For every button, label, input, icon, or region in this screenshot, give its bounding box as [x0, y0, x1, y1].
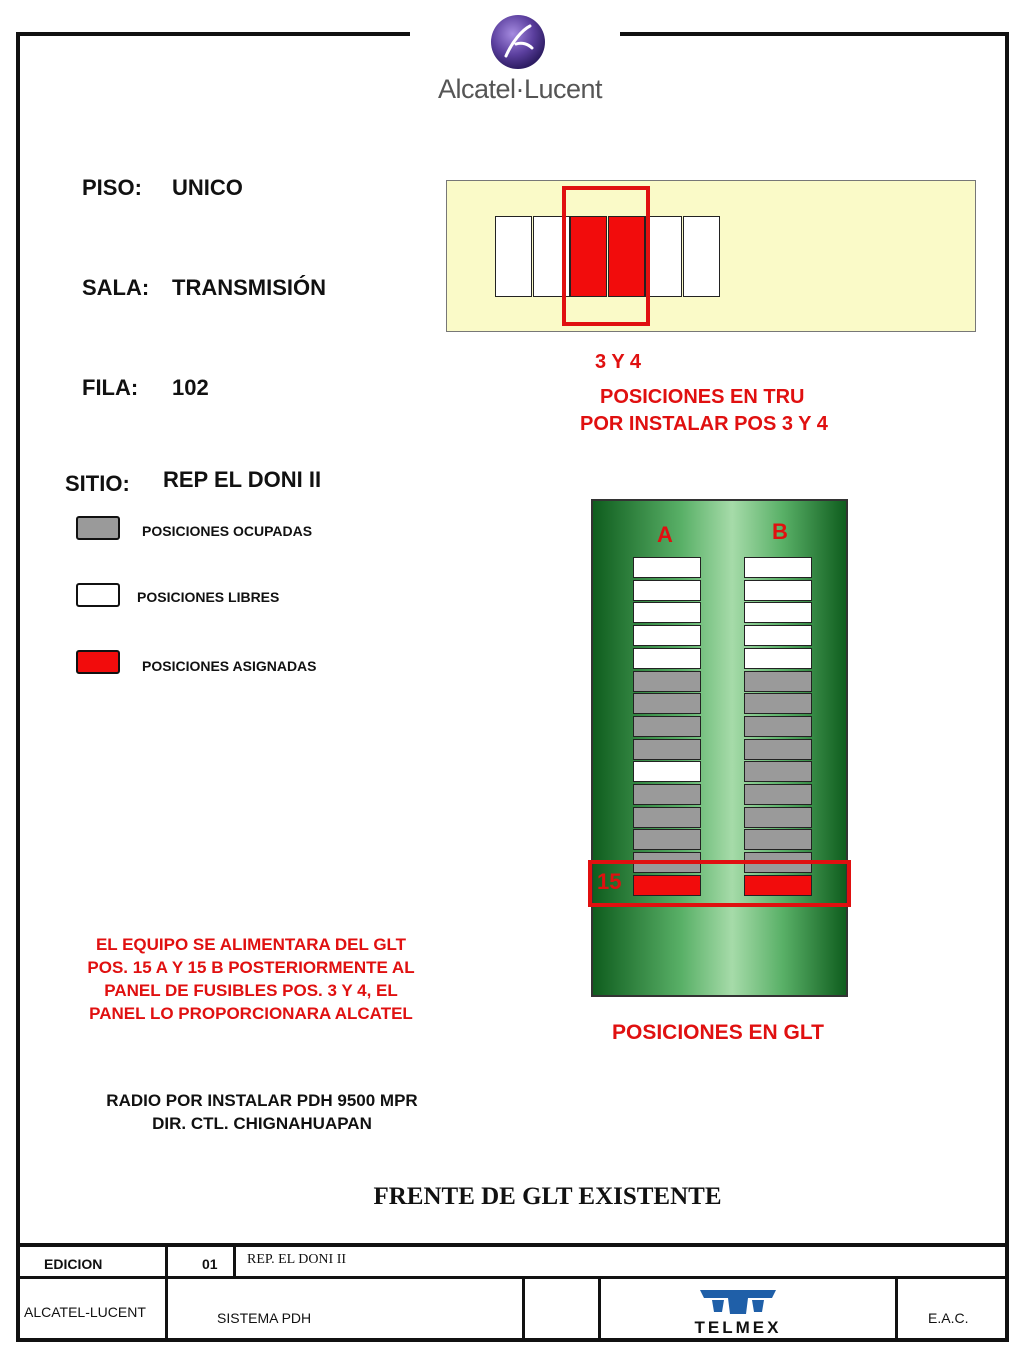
fila-value: 102 — [172, 375, 209, 400]
titleblock-div-1 — [165, 1243, 168, 1340]
radio-note — [72, 1089, 452, 1135]
glt-slot-b-4 — [744, 625, 812, 646]
telmex-logo — [668, 1284, 808, 1338]
power-note-line: POS. 15 A Y 15 B POSTERIORMENTE AL — [87, 958, 415, 977]
sala-label: SALA: — [82, 275, 150, 300]
glt-slot-a-7 — [633, 693, 701, 714]
glt-slot-a-8 — [633, 716, 701, 737]
glt-slot-a-5 — [633, 648, 701, 669]
glt-caption: POSICIONES EN GLT — [612, 1021, 824, 1044]
drawing-title: FRENTE DE GLT EXISTENTE — [373, 1183, 722, 1210]
code-label: E.A.C. — [928, 1310, 969, 1326]
edicion-value: 01 — [202, 1256, 218, 1272]
power-note-line: EL EQUIPO SE ALIMENTARA DEL GLT — [95, 935, 407, 954]
power-note — [60, 933, 442, 1025]
glt-slot-b-9 — [744, 739, 812, 760]
glt-highlight-label: 15 — [597, 869, 622, 894]
titleblock-div-5 — [895, 1277, 898, 1340]
glt-slot-b-13 — [744, 829, 812, 850]
radio-note-line1: RADIO POR INSTALAR PDH 9500 MPR — [106, 1091, 418, 1110]
glt-column-a-label: A — [657, 522, 673, 547]
piso-value: UNICO — [172, 175, 243, 200]
tru-positions-label: 3 Y 4 — [595, 351, 641, 373]
site-name: REP. EL DONI II — [247, 1252, 347, 1267]
glt-slot-b-8 — [744, 716, 812, 737]
tru-caption-line2: POR INSTALAR POS 3 Y 4 — [580, 413, 828, 435]
glt-slot-b-1 — [744, 557, 812, 578]
glt-slot-a-2 — [633, 580, 701, 601]
glt-slot-a-9 — [633, 739, 701, 760]
glt-slot-b-2 — [744, 580, 812, 601]
sitio-value: REP EL DONI II — [163, 467, 322, 492]
sala-value: TRANSMISIÓN — [172, 275, 326, 300]
power-note-line: PANEL LO PROPORCIONARA ALCATEL — [89, 1004, 413, 1023]
glt-slot-a-12 — [633, 807, 701, 828]
telmex-emblem-icon — [698, 1286, 778, 1316]
glt-slot-a-1 — [633, 557, 701, 578]
glt-slot-a-6 — [633, 671, 701, 692]
glt-slot-b-11 — [744, 784, 812, 805]
titleblock-div-4 — [598, 1277, 601, 1340]
glt-slot-a-11 — [633, 784, 701, 805]
glt-highlight-box — [588, 860, 851, 907]
glt-slot-b-12 — [744, 807, 812, 828]
alcatel-lucent-emblem-icon — [488, 12, 548, 72]
edicion-label: EDICION — [44, 1256, 103, 1272]
glt-slot-b-3 — [744, 602, 812, 623]
glt-slot-a-10 — [633, 761, 701, 782]
glt-slot-b-6 — [744, 671, 812, 692]
frame-top-left — [16, 32, 410, 36]
glt-slot-b-7 — [744, 693, 812, 714]
glt-column-b-label: B — [772, 519, 788, 544]
telmex-wordmark: TELMEX — [694, 1318, 782, 1337]
system-name: SISTEMA PDH — [217, 1310, 312, 1326]
frame-right — [1005, 32, 1009, 1342]
glt-slot-b-5 — [744, 648, 812, 669]
fila-label: FILA: — [82, 375, 139, 400]
legend-label-libres: POSICIONES LIBRES — [137, 589, 280, 605]
legend-swatch-libres — [76, 583, 120, 607]
frame-left — [16, 32, 20, 1342]
power-note-line: PANEL DE FUSIBLES POS. 3 Y 4, EL — [104, 981, 398, 1000]
tru-position-1 — [495, 216, 532, 297]
titleblock-div-3 — [522, 1277, 525, 1340]
tru-position-5 — [645, 216, 682, 297]
tru-position-6 — [683, 216, 720, 297]
tru-highlight-box — [562, 186, 650, 326]
legend-swatch-asignadas — [76, 650, 120, 674]
logo-wordmark: Alcatel·Lucent — [437, 74, 603, 104]
glt-slot-a-13 — [633, 829, 701, 850]
company-name: ALCATEL-LUCENT — [24, 1304, 146, 1320]
titleblock-div-2 — [233, 1247, 236, 1277]
sitio-label: SITIO: — [65, 471, 130, 496]
legend-label-ocupadas: POSICIONES OCUPADAS — [142, 523, 313, 539]
tru-caption-line1: POSICIONES EN TRU — [600, 386, 805, 408]
legend-label-asignadas: POSICIONES ASIGNADAS — [142, 658, 317, 674]
legend-swatch-ocupadas — [76, 516, 120, 540]
piso-label: PISO: — [82, 175, 142, 200]
alcatel-lucent-logo — [420, 12, 620, 107]
glt-slot-a-4 — [633, 625, 701, 646]
glt-slot-a-3 — [633, 602, 701, 623]
glt-slot-b-10 — [744, 761, 812, 782]
frame-top-right — [620, 32, 1009, 36]
radio-note-line2: DIR. CTL. CHIGNAHUAPAN — [152, 1114, 372, 1133]
